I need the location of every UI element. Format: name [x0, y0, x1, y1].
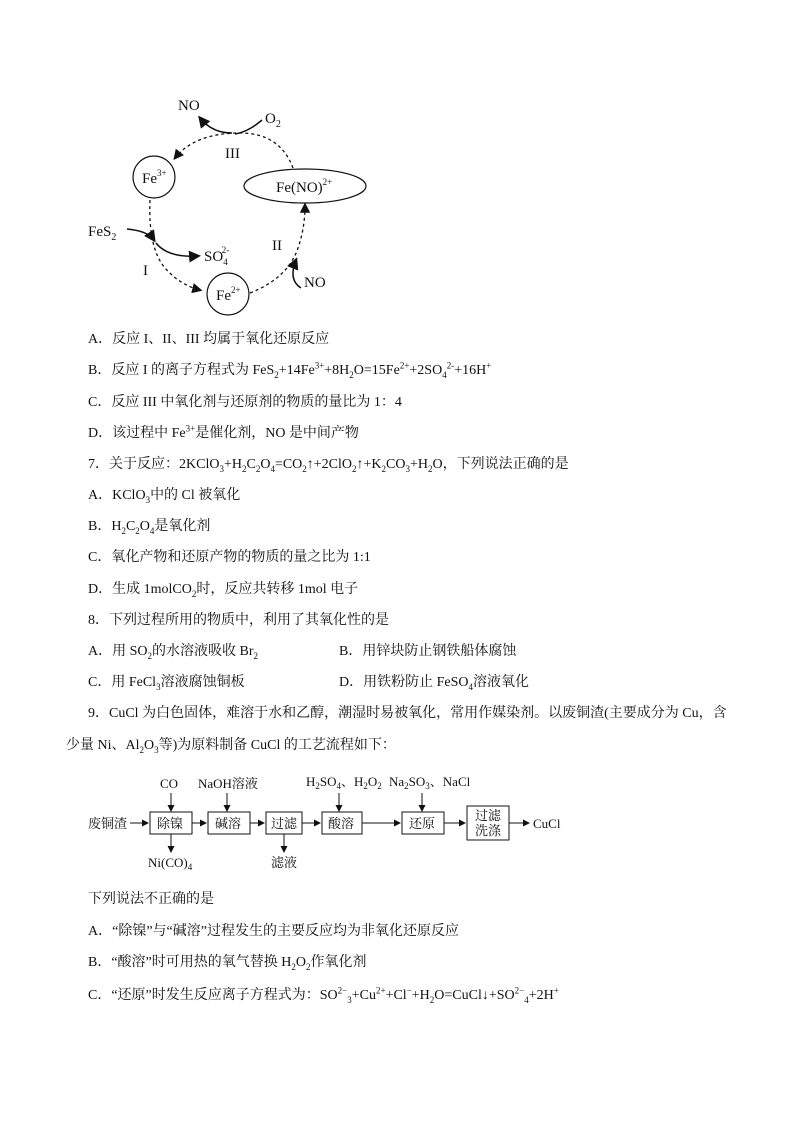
fes2-label: FeS$_2$ [88, 224, 117, 243]
svg-text:除镍: 除镍 [157, 816, 184, 831]
roman-iii: III [225, 146, 240, 162]
q7-option-a: A．KClO$_3$中的 Cl 被氧化 [88, 488, 241, 505]
q8-stem: 8．下列过程所用的物质中，利用了其氧化性的是 [88, 613, 389, 628]
q7-option-c: C．氧化产物和还原产物的物质的量之比为 1:1 [88, 550, 371, 565]
fe3-label: $Fe^{3+}$ [142, 168, 167, 187]
arrow-from-no [293, 260, 301, 288]
q8-option-b: B．用锌块防止钢铁船体腐蚀 [339, 644, 517, 659]
q8-option-a: A．用 $SO_2$的水溶液吸收 $Br_2$ [88, 644, 259, 661]
arrow-from-o2 [235, 120, 262, 134]
q8-option-c: C．用 FeCl$_3$溶液腐蚀铜板 [88, 675, 245, 692]
roman-ii: II [272, 238, 282, 254]
svg-text:酸溶: 酸溶 [328, 816, 355, 831]
feno-label: Fe(NO)$^{2+}$ [276, 177, 333, 196]
q9-ask: 下列说法不正确的是 [88, 892, 214, 907]
q6-option-a: A．反应 I、II、III 均属于氧化还原反应 [88, 332, 330, 347]
so4-label: $SO_42-$ [204, 245, 230, 267]
arrow-to-no [200, 118, 232, 133]
process-flowchart [82, 766, 582, 878]
flow-naoh: NaOH溶液 [198, 776, 258, 791]
q7-option-b: B．$H_2C_2O_4$是氧化剂 [88, 519, 211, 536]
q9-option-b: B．“酸溶”时可用热的氧气替换 $H_2O_2$作氧化剂 [88, 955, 367, 972]
svg-text:过滤: 过滤 [475, 808, 502, 823]
flow-co: CO [160, 776, 179, 791]
q9-option-a: A．“除镍”与“碱溶”过程发生的主要反应均为非氧化还原反应 [88, 924, 459, 939]
flow-start: 废铜渣 [88, 816, 128, 831]
q6-option-b: B．反应 I 的离子方程式为 $FeS_2+14Fe^{3+}+8H_2O=15Fe^{2+}+2SO_4^{2-}+16H^+$ [88, 360, 492, 380]
q7-stem: 7．关于反应：$2KClO_3+H_2C_2O_4=CO_2↑+2ClO_2↑+K_2CO_3+H_2O$，下列说法正确的是 [88, 457, 569, 474]
flow-nico4: $Ni(CO)_4$ [148, 855, 193, 872]
svg-text:碱溶: 碱溶 [215, 816, 242, 831]
no-top-label: NO [178, 98, 200, 114]
svg-text:过滤: 过滤 [271, 816, 298, 831]
q9-stem-line2: 少量 Ni、$Al_2O_3$等)为原料制备 CuCl 的工艺流程如下： [66, 738, 396, 755]
svg-text:洗涤: 洗涤 [475, 823, 502, 838]
q8-option-d: D．用铁粉防止 FeSO$_4$溶液氧化 [339, 675, 530, 692]
q7-option-d: D．生成 1molCO$_2$时，反应共转移 1mol 电子 [88, 582, 359, 599]
svg-text:还原: 还原 [409, 816, 436, 831]
flow-na2so3-nacl: $Na_2SO_3$、NaCl [389, 774, 471, 791]
iron-cycle-diagram [80, 88, 380, 323]
q9-stem-line1: 9．CuCl 为白色固体，难溶于水和乙醇，潮湿时易被氧化，常用作媒染剂。以废铜渣(主要成分为 Cu，含 [88, 706, 727, 721]
flow-filtrate: 滤液 [271, 855, 298, 870]
q6-option-d: D．该过程中 $Fe^{3+}$是催化剂，NO 是中间产物 [88, 423, 359, 441]
q9-option-c: C．“还原”时发生反应离子方程式为：$SO^{2-}_3+Cu^{2+}+Cl^-+H_2O=CuCl↓+SO^{2-}_4+2H^+$ [88, 985, 559, 1005]
q6-option-c: C．反应 III 中氧化剂与还原剂的物质的量比为 1：4 [88, 395, 402, 410]
o2-label: $O_2$ [265, 111, 281, 130]
arrow-to-so4 [156, 243, 198, 256]
flow-end: CuCl [533, 816, 561, 831]
no-bottom-label: NO [304, 275, 326, 291]
flow-h2so4-h2o2: $H_2SO_4$、$H_2O_2$ [306, 774, 382, 791]
fe2-label: $Fe^{2+}$ [216, 285, 241, 304]
arrow-from-fes2 [127, 229, 154, 240]
roman-i: I [143, 263, 148, 279]
